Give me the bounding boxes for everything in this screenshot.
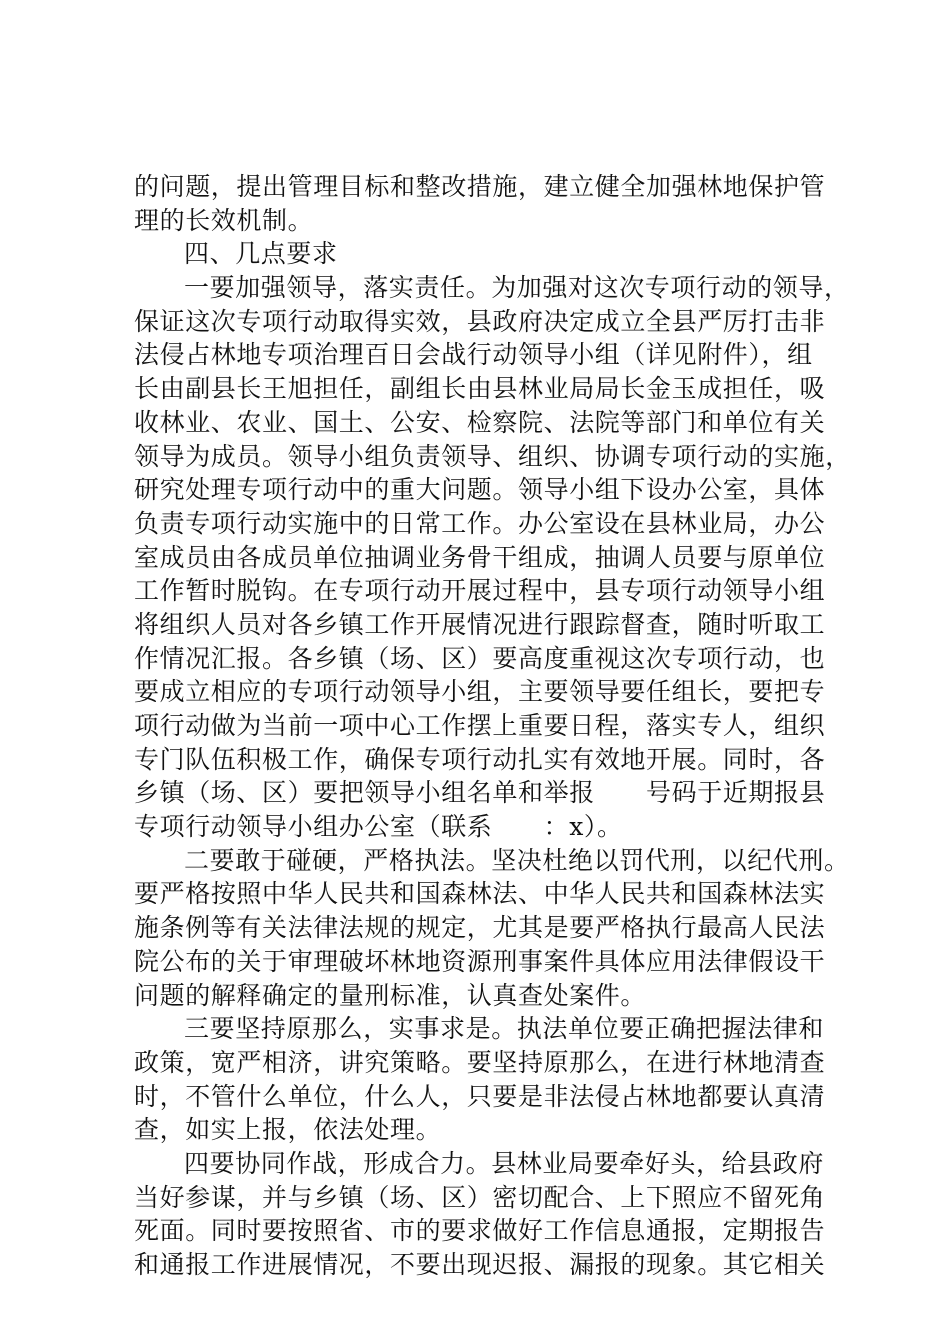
- text-line: 要成立相应的专项行动领导小组，主要领导要任组长，要把专: [134, 677, 826, 707]
- text-line: 查，如实上报，依法处理。: [134, 1115, 442, 1145]
- text-line: 理的长效机制。: [134, 205, 314, 235]
- text-line: 研究处理专项行动中的重大问题。领导小组下设办公室，具体: [134, 475, 826, 505]
- paragraph-start: 四要协同作战，形成合力。县林业局要牵好头，给县政府: [184, 1148, 825, 1178]
- text-line: 专门队伍积极工作，确保专项行动扎实有效地开展。同时，各: [134, 744, 826, 774]
- text-line: 领导为成员。领导小组负责领导、组织、协调专项行动的实施，: [134, 441, 851, 471]
- text-line: 项行动做为当前一项中心工作摆上重要日程，落实专人，组织: [134, 711, 826, 740]
- text-line: 问题的解释确定的量刑标准，认真查处案件。: [134, 980, 647, 1010]
- text-line: 当好参谋，并与乡镇（场、区）密切配合、上下照应不留死角: [134, 1182, 826, 1212]
- text-line: 保证这次专项行动取得实效，县政府决定成立全县严厉打击非: [134, 306, 826, 336]
- section-heading: 四、几点要求: [184, 239, 338, 269]
- text-line: 长由副县长王旭担任，副组长由县林业局局长金玉成担任，吸: [134, 374, 826, 404]
- text-line: 负责专项行动实施中的日常工作。办公室设在县林业局，办公: [134, 508, 826, 538]
- text-line: 的问题，提出管理目标和整改措施，建立健全加强林地保护管: [134, 172, 826, 201]
- text-line: 专项行动领导小组办公室（联系 ：x）。: [134, 812, 623, 842]
- text-line: 乡镇（场、区）要把领导小组名单和举报 号码于近期报县: [134, 778, 826, 808]
- text-line: 将组织人员对各乡镇工作开展情况进行跟踪督查，随时听取工: [134, 609, 826, 639]
- text-line: 法侵占林地专项治理百日会战行动领导小组（详见附件），组: [134, 340, 813, 370]
- text-line: 时，不管什么单位，什么人，只要是非法侵占林地都要认真清: [134, 1081, 826, 1111]
- text-line: 死面。同时要按照省、市的要求做好工作信息通报，定期报告: [134, 1216, 826, 1246]
- text-line: 施条例等有关法律法规的规定，尤其是要严格执行最高人民法: [134, 913, 826, 943]
- paragraph-start: 二要敢于碰硬，严格执法。坚决杜绝以罚代刑，以纪代刑。: [184, 845, 850, 875]
- text-line: 要严格按照中华人民共和国森林法、中华人民共和国森林法实: [134, 879, 826, 909]
- text-line: 作情况汇报。各乡镇（场、区）要高度重视这次专项行动，也: [134, 643, 826, 673]
- paragraph-start: 三要坚持原那么，实事求是。执法单位要正确把握法律和: [184, 1014, 825, 1044]
- paragraph-start: 一要加强领导，落实责任。为加强对这次专项行动的领导，: [184, 273, 850, 303]
- text-line: 和通报工作进展情况，不要出现迟报、漏报的现象。其它相关: [134, 1250, 826, 1279]
- text-line: 收林业、农业、国土、公安、检察院、法院等部门和单位有关: [134, 407, 826, 437]
- text-line: 室成员由各成员单位抽调业务骨干组成，抽调人员要与原单位: [134, 542, 826, 572]
- text-line: 政策，宽严相济，讲究策略。要坚持原那么，在进行林地清查: [134, 1047, 826, 1077]
- text-line: 工作暂时脱钩。在专项行动开展过程中，县专项行动领导小组: [134, 576, 826, 606]
- text-line: 院公布的关于审理破坏林地资源刑事案件具体应用法律假设干: [134, 946, 826, 976]
- document-body: [134, 170, 851, 1282]
